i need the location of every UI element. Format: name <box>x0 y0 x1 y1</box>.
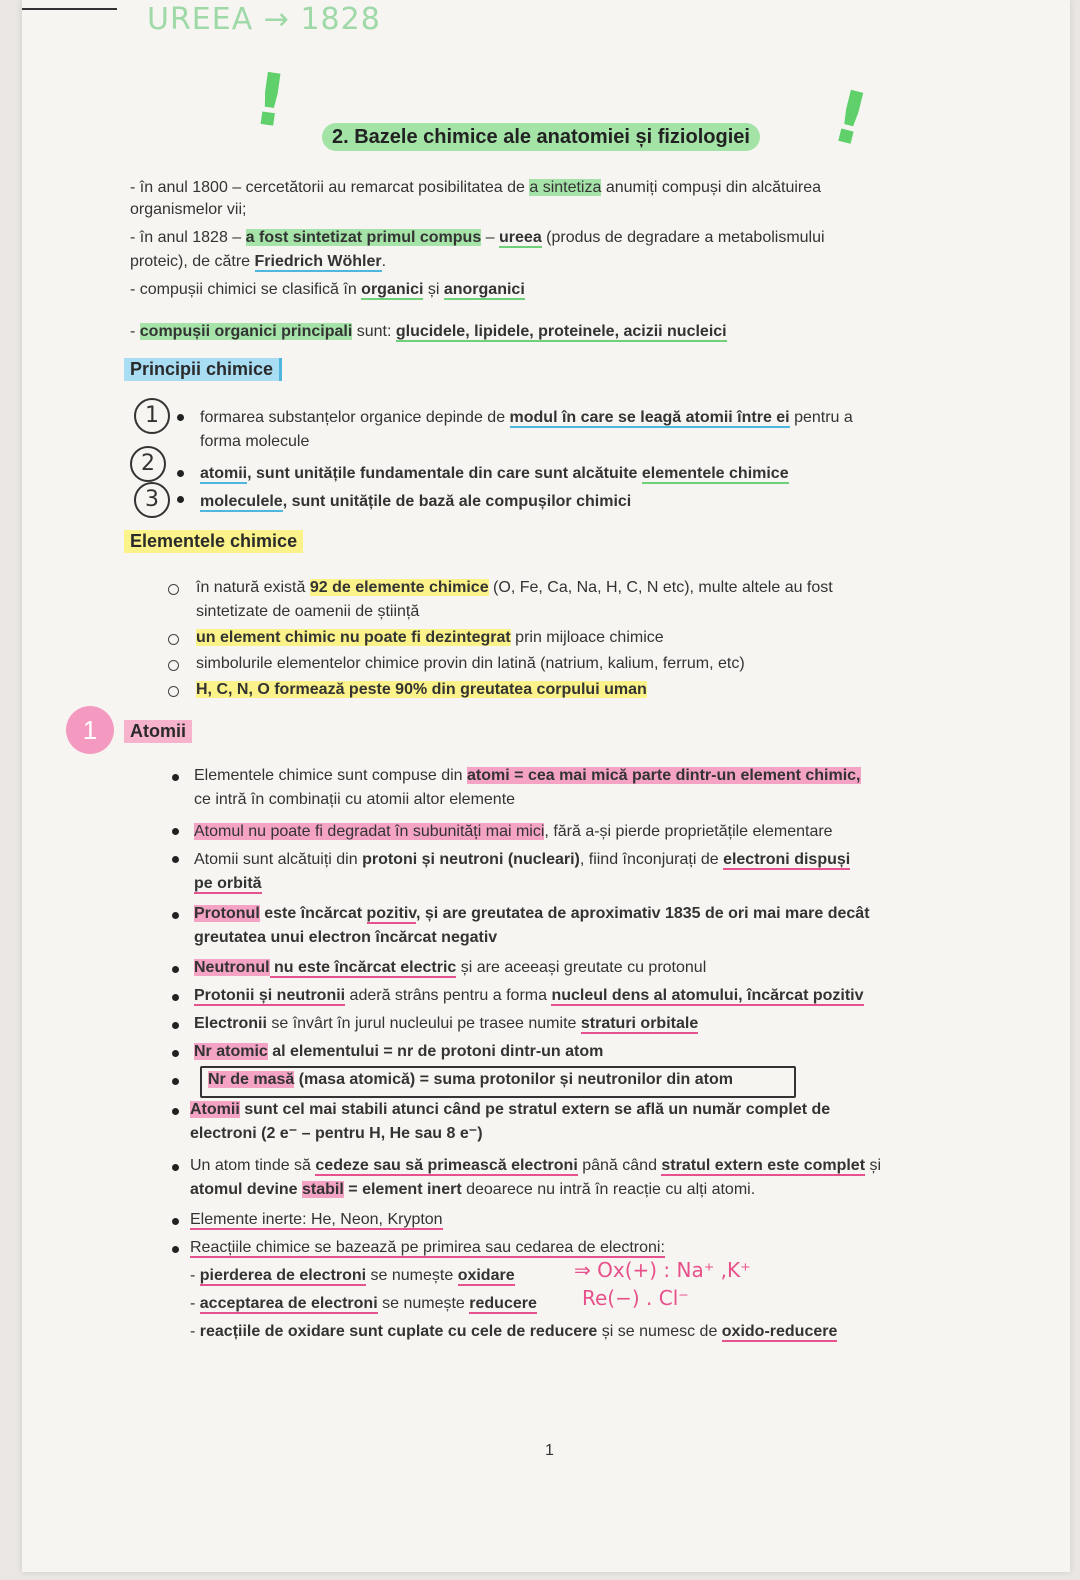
principiu-3: moleculele, sunt unitățile de bază ale compușilor chimici <box>200 493 632 510</box>
atom-item-6: Protonii și neutronii aderă strâns pentru a forma nucleul dens al atomului, încărcat pozitiv <box>194 987 864 1004</box>
number-1-circled: 1 <box>134 398 170 434</box>
handwritten-note-reducere: Re(−) . Cl⁻ <box>582 1286 689 1310</box>
bullet-dot <box>172 1050 179 1057</box>
atom-item-8: Nr atomic al elementului = nr de protoni dintr-un atom <box>194 1043 604 1060</box>
atom-sub-1: - pierderea de electroni se numește oxidare <box>190 1267 515 1284</box>
page-number: 1 <box>545 1442 554 1459</box>
number-3-circled: 3 <box>134 482 170 518</box>
element-item-4: H, C, N, O formează peste 90% din greutatea corpului uman <box>196 681 647 698</box>
bullet-dot <box>172 1078 179 1085</box>
bullet-dot <box>172 1164 179 1171</box>
intro-line-3: - în anul 1828 – a fost sintetizat primul compus – ureea (produs de degradare a metabolismului <box>130 229 825 246</box>
pink-circled-marker: 1 <box>66 706 114 754</box>
exclamation-mark-right: ! <box>824 73 877 163</box>
bullet-dot <box>177 470 184 477</box>
bullet-dot <box>172 912 179 919</box>
atom-item-5: Neutronul nu este încărcat electric și are aceeași greutate cu protonul <box>194 959 707 976</box>
bullet-dot <box>172 1218 179 1225</box>
bullet-dot <box>172 1108 179 1115</box>
number-2-circled: 2 <box>130 446 166 482</box>
atom-item-2: Atomul nu poate fi degradat în subunități mai mici, fără a-și pierde proprietățile elementare <box>194 823 833 840</box>
heading-elementele-chimice: Elementele chimice <box>124 530 303 553</box>
atom-sub-3: - reacțiile de oxidare sunt cuplate cu cele de reducere și se numesc de oxido-reducere <box>190 1323 838 1340</box>
circle-bullet <box>168 634 179 645</box>
atom-item-9: Nr de masă (masa atomică) = suma protonilor și neutronilor din atom <box>208 1071 733 1088</box>
atom-item-4: Protonul este încărcat pozitiv, și are greutatea de aproximativ 1835 de ori mai mare decât greutatea unui electron încărcat negativ <box>194 905 870 946</box>
intro-line-4: proteic), de către Friedrich Wöhler. <box>130 253 387 270</box>
intro-line-6: - compușii organici principali sunt: glucidele, lipidele, proteinele, acizii nucleici <box>130 323 727 340</box>
circle-bullet <box>168 584 179 595</box>
atom-item-12: Elemente inerte: He, Neon, Krypton <box>190 1211 443 1228</box>
principiu-1: formarea substanțelor organice depinde de modul în care se leagă atomii între ei pentru a forma molecule <box>200 409 853 450</box>
handwritten-note-oxidare: ⇒ Ox(+) : Na⁺ ,K⁺ <box>574 1258 751 1282</box>
intro-line-2: organismelor vii; <box>130 201 247 218</box>
bullet-dot <box>172 856 179 863</box>
element-item-2: un element chimic nu poate fi dezintegrat prin mijloace chimice <box>196 629 664 646</box>
principiu-2: atomii, sunt unitățile fundamentale din care sunt alcătuite elementele chimice <box>200 465 789 482</box>
page-title: 2. Bazele chimice ale anatomiei și fiziologiei <box>322 126 760 149</box>
exclamation-mark-left: ! <box>248 56 293 144</box>
atom-item-1: Elementele chimice sunt compuse din atomi = cea mai mică parte dintr-un element chimic, ce intră în combinații cu atomii altor elemente <box>194 767 861 808</box>
atom-item-11: Un atom tinde să cedeze sau să primească electroni până când stratul extern este complet și atomul devine stabil = element inert deoarece nu intră în reacție cu alți atomi. <box>190 1157 882 1198</box>
bullet-dot <box>172 994 179 1001</box>
bullet-dot <box>172 1022 179 1029</box>
atom-sub-2: - acceptarea de electroni se numește reducere <box>190 1295 537 1312</box>
circle-bullet <box>168 686 179 697</box>
handwritten-note-urea: UREEA → 1828 <box>147 2 381 37</box>
atom-item-13: Reacțiile chimice se bazează pe primirea sau cedarea de electroni: <box>190 1239 665 1256</box>
atom-item-10: Atomii sunt cel mai stabili atunci când pe stratul extern se află un număr complet de electroni (2 e⁻ – pentru H, He sau 8 e⁻) <box>190 1101 831 1142</box>
bullet-dot <box>172 1246 179 1253</box>
bullet-dot <box>177 496 184 503</box>
top-rule <box>22 8 117 10</box>
intro-line-1: - în anul 1800 – cercetătorii au remarcat posibilitatea de a sintetiza anumiți compuși din alcătuirea <box>130 179 822 196</box>
bullet-dot <box>177 414 184 421</box>
heading-principii-chimice: Principii chimice <box>124 358 282 381</box>
element-item-1: în natură există 92 de elemente chimice (O, Fe, Ca, Na, H, C, N etc), multe altele au fost sintetizate de oamenii de știință <box>196 579 833 620</box>
atom-item-7: Electronii se învârt în jurul nucleului pe trasee numite straturi orbitale <box>194 1015 699 1032</box>
bullet-dot <box>172 774 179 781</box>
atom-item-3: Atomii sunt alcătuiți din protoni și neutroni (nucleari), fiind înconjurați de electroni dispuși pe orbită <box>194 851 851 892</box>
element-item-3: simbolurile elementelor chimice provin din latină (natrium, kalium, ferrum, etc) <box>196 655 745 672</box>
notebook-page <box>22 0 1070 1572</box>
intro-line-5: - compușii chimici se clasifică în organici și anorganici <box>130 281 525 298</box>
circle-bullet <box>168 660 179 671</box>
bullet-dot <box>172 966 179 973</box>
heading-atomii: Atomii <box>124 720 192 743</box>
bullet-dot <box>172 828 179 835</box>
